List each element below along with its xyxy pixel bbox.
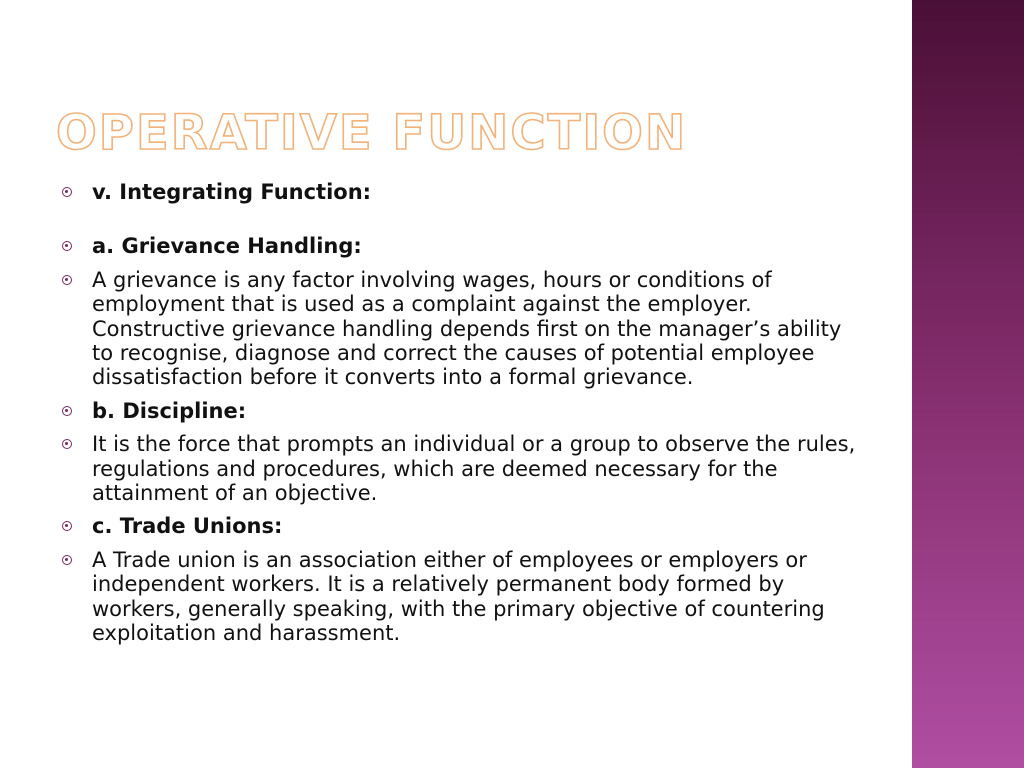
bullet-grievance-description xyxy=(60,268,860,390)
bullet-trade-unions xyxy=(60,514,860,538)
bullet-heading: a. Grievance Handling: xyxy=(92,234,362,259)
slide-title: OPERATIVE FUNCTION xyxy=(56,105,688,161)
circle-bullet-icon xyxy=(62,521,72,531)
bullet-list xyxy=(60,180,860,655)
circle-bullet-icon xyxy=(62,439,72,449)
bullet-body: It is the force that prompts an individual or a group to observe the rules, regulations and procedures, which are deemed necessary for the attainment of an objective. xyxy=(92,432,856,506)
bullet-heading: b. Discipline: xyxy=(92,398,247,423)
bullet-trade-unions-description xyxy=(60,548,860,646)
circle-bullet-icon xyxy=(62,187,72,197)
circle-bullet-icon xyxy=(62,406,72,416)
circle-bullet-icon xyxy=(62,555,72,565)
bullet-grievance-handling xyxy=(60,234,860,258)
bullet-heading: v. Integrating Function: xyxy=(92,180,372,204)
bullet-body: A grievance is any factor involving wages, hours or conditions of employment that is used as a complaint against the employer. Constructive grievance handling depends first on the manager’s ability to recognise, diagnose and correct the causes of potential employee dissatisfaction before it converts into a formal grievance. xyxy=(92,267,842,390)
circle-bullet-icon xyxy=(62,275,72,285)
bullet-discipline xyxy=(60,399,860,423)
circle-bullet-icon xyxy=(62,241,72,251)
bullet-discipline-description xyxy=(60,432,860,505)
bullet-integrating-function xyxy=(60,180,860,204)
bullet-body: A Trade union is an association either of employees or employers or independent workers. It is a relatively permanent body formed by workers, generally speaking, with the primary objective of countering exploitation and harassment. xyxy=(92,547,825,646)
bullet-heading: c. Trade Unions: xyxy=(92,514,283,539)
decorative-side-band xyxy=(912,0,1024,768)
